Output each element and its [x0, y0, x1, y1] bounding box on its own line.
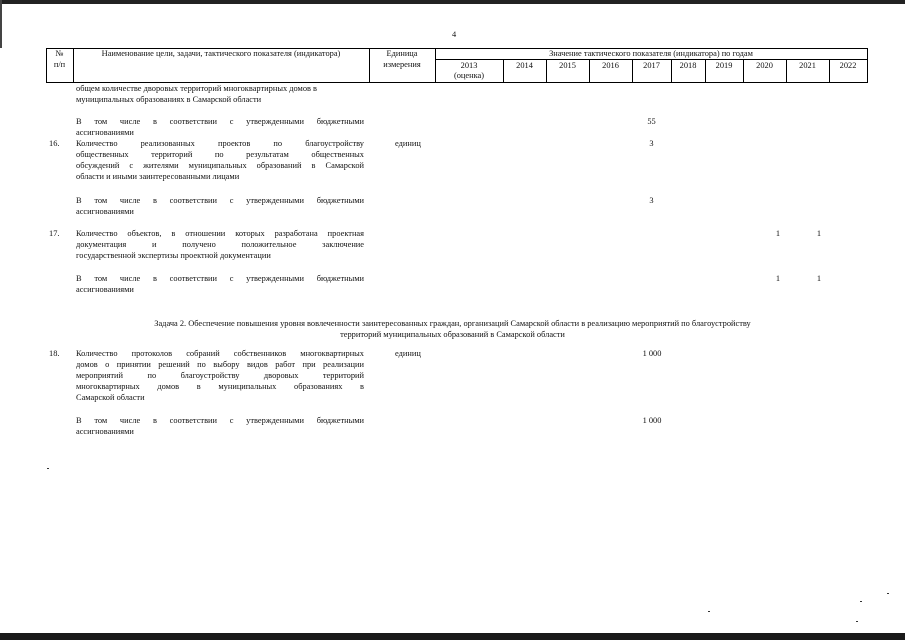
header-year-2018: 2018 — [679, 61, 697, 70]
value-2017: 1 000 — [642, 349, 662, 358]
header-year-2014: 2014 — [516, 61, 533, 70]
scan-speck — [887, 593, 889, 594]
unit-value: единиц — [395, 139, 421, 148]
value-2020: 1 — [775, 229, 781, 238]
value-2017: 3 — [649, 196, 654, 205]
header-year-2015: 2015 — [559, 61, 576, 70]
header-unit-sublabel: измерения — [383, 60, 421, 69]
indicator-name-line: ассигнованиями — [76, 285, 134, 294]
row-number: 16. — [49, 139, 60, 148]
header-year-2021: 2021 — [799, 61, 816, 70]
header-year-2020: 2020 — [756, 61, 773, 70]
indicator-name-line: документация и получено положительное заключение — [76, 240, 364, 249]
row-number: 18. — [49, 349, 60, 358]
unit-value: единиц — [395, 349, 421, 358]
header-unit-label: Единица — [386, 49, 418, 58]
scan-speck — [860, 601, 862, 602]
indicator-name-line: обсуждений с жителями муниципальных образований в Самарской — [76, 161, 364, 170]
header-year-2019: 2019 — [715, 61, 733, 70]
indicator-name-line: ассигнованиями — [76, 207, 134, 216]
value-2021: 1 — [816, 274, 822, 283]
indicator-name-line: В том числе в соответствии с утвержденными бюджетными — [76, 416, 364, 425]
indicator-name-line: В том числе в соответствии с утвержденными бюджетными — [76, 117, 364, 126]
indicator-name-line: Количество протоколов собраний собственников многоквартирных — [76, 349, 364, 358]
scan-speck — [856, 621, 858, 622]
page-number: 4 — [452, 30, 457, 39]
scan-speck — [708, 611, 710, 612]
indicator-name-line: Самарской области — [76, 393, 145, 402]
indicator-name-line: области и иными заинтересованными лицами — [76, 172, 240, 181]
indicator-name-line: В том числе в соответствии с утвержденными бюджетными — [76, 274, 364, 283]
value-2021: 1 — [816, 229, 822, 238]
header-year-2017: 2017 — [643, 61, 660, 70]
scan-speck — [47, 468, 49, 469]
indicator-name-line: многоквартирных домов в муниципальных образованиях в — [76, 382, 364, 391]
task-heading-line: Задача 2. Обеспечение повышения уровня вовлеченности заинтересованных граждан, организаций Самарской области в реализацию мероприятий по благоустройству — [154, 319, 751, 328]
header-year-2022: 2022 — [839, 61, 857, 70]
header-year-2013-note: (оценка) — [453, 71, 485, 80]
row-number: 17. — [49, 229, 60, 238]
indicator-name-line: общественных территорий по результатам общественных — [76, 150, 364, 159]
header-name-label: Наименование цели, задачи, тактического показателя (индикатора) — [101, 49, 341, 58]
indicator-name-line: общем количестве дворовых территорий многоквартирных домов в — [76, 84, 318, 93]
value-2017: 55 — [647, 117, 656, 126]
indicator-name-line: В том числе в соответствии с утвержденными бюджетными — [76, 196, 364, 205]
value-2017: 3 — [649, 139, 654, 148]
indicator-name-line: государственной экспертизы проектной документации — [76, 251, 271, 260]
header-year-2016: 2016 — [602, 61, 619, 70]
indicator-name-line: Количество объектов, в отношении которых разработана проектная — [76, 229, 364, 238]
task-heading-line: территорий муниципальных образований в Самарской области — [340, 330, 565, 339]
indicator-name-line: муниципальных образованиях в Самарской области — [76, 95, 262, 104]
indicator-name-line: ассигнованиями — [76, 128, 134, 137]
value-2020: 1 — [775, 274, 781, 283]
header-year-2013: 2013 — [460, 61, 478, 70]
header-values-title: Значение тактического показателя (индикатора) по годам — [549, 49, 753, 58]
indicator-name-line: ассигнованиями — [76, 427, 134, 436]
scan-border-bottom — [0, 633, 905, 640]
indicator-name-line: мероприятий по благоустройству дворовых территорий — [76, 371, 364, 380]
header-num-sublabel: п/п — [53, 60, 66, 69]
scan-border-top — [0, 0, 905, 4]
header-num-label: № — [55, 49, 64, 58]
value-2017: 1 000 — [642, 416, 662, 425]
indicator-name-line: домов о принятии решений по выбору видов работ при реализации — [76, 360, 364, 369]
scan-border-left — [0, 0, 2, 48]
indicator-name-line: Количество реализованных проектов по благоустройству — [76, 139, 364, 148]
